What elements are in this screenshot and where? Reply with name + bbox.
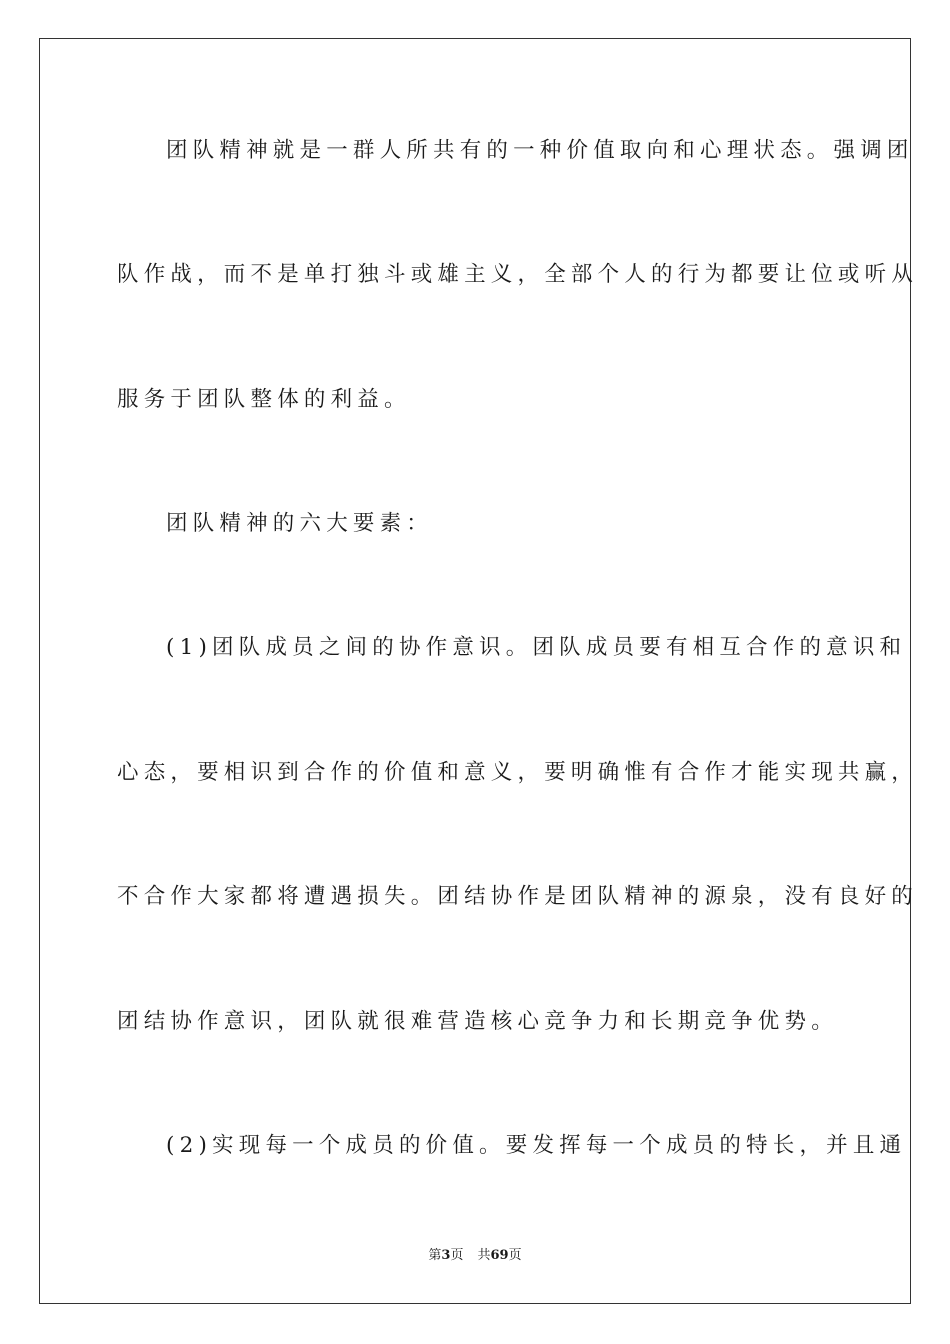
paragraph-line: (2)实现每一个成员的价值。要发挥每一个成员的特长，并且通: [166, 1133, 907, 1158]
paragraph-line: 不合作大家都将遭遇损失。团结协作是团队精神的源泉，没有良好的: [117, 884, 919, 909]
page-number: 3: [441, 1248, 451, 1263]
total-pages: 69: [490, 1248, 509, 1263]
page-label-prefix: 第: [428, 1248, 442, 1263]
page-border: [39, 38, 919, 1304]
total-label-suffix: 页: [508, 1248, 522, 1263]
paragraph-line: 团队精神就是一群人所共有的一种价值取向和心理状态。强调团: [166, 138, 914, 163]
paragraph-line: (1)团队成员之间的协作意识。团队成员要有相互合作的意识和: [166, 635, 907, 660]
page-label-suffix: 页: [450, 1248, 464, 1263]
paragraph-line: 心态，要相识到合作的价值和意义，要明确惟有合作才能实现共赢，: [117, 760, 919, 785]
page-footer: [0, 1246, 950, 1266]
paragraph-line: 服务于团队整体的利益。: [117, 387, 411, 412]
paragraph-line: 团结协作意识，团队就很难营造核心竞争力和长期竞争优势。: [117, 1009, 838, 1034]
paragraph-line: 队作战，而不是单打独斗或雄主义，全部个人的行为都要让位或听从: [117, 262, 919, 287]
section-heading: 团队精神的六大要素：: [166, 511, 434, 536]
total-label-prefix: 共: [477, 1248, 491, 1263]
